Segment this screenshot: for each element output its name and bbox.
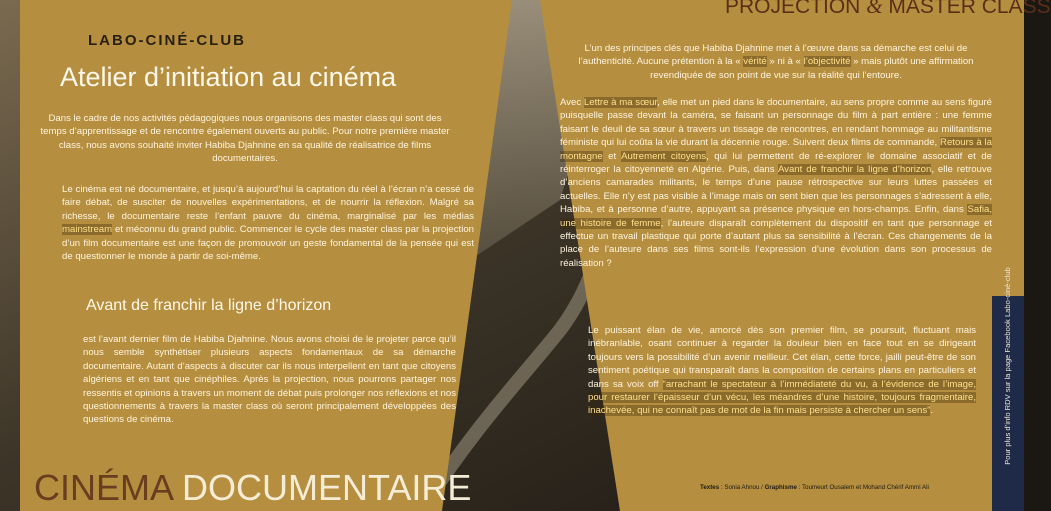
highlight-autrement: Autrement citoyens: [621, 150, 707, 162]
facebook-info: Pour plus d’info RDV sur la page Facebook Labo-ciné-club: [1003, 267, 1012, 465]
page-title: Atelier d’initiation au cinéma: [60, 62, 397, 92]
highlight-mainstream: mainstream: [62, 224, 113, 236]
big-title: [34, 468, 471, 508]
authenticity-paragraph: [560, 42, 992, 82]
highlight-objectivite: l’objectivité: [803, 56, 851, 68]
elan-paragraph: [588, 324, 976, 418]
elan-text-a: Le puissant élan de vie, amorcé dès son premier film, se poursuit, fluctuant mais inébranlable, osant continuer à regarder la douleur bien en face tout en se dirigeant toujours vers la possibilité d’un avenir meilleur. Cet élan, cette force, jailli peut-être de son sentiment poétique qui transparaît dans la composition de certains plans en particuliers et dans sa voix off: [588, 325, 976, 390]
auth-text-a: L’un des principes clés que Habiba Djahnine met à l’œuvre dans sa démarche est celui de l’authenticité. Aucune prétention à la «: [578, 43, 968, 68]
filmo-text-e: , elle retrouve d’anciens camarades militants, le temps d’une pause rétrospective sur leurs luttes passées et actuelles. Elle n’y est pas visible à l’image mais on sent bien que les personnages s’adressent à elle, Habiba, et à personne d’autre, appuyant sa présence physique en hors-champs. Enfin, dans: [560, 164, 992, 216]
title-ampersand: &: [866, 0, 883, 18]
credits: [700, 484, 929, 491]
club-name: LABO-CINÉ-CLUB: [88, 32, 246, 49]
auth-text-c: » mais plutôt une affirmation revendiquée de son point de vue sur la réalité qui l’entoure.: [650, 56, 974, 81]
highlight-retours: Retours à la montagne: [560, 137, 992, 162]
section-title: [725, 0, 1051, 19]
title-projection: PROJECTION: [725, 0, 861, 18]
filmo-text-c: et: [602, 150, 622, 162]
auth-text-b: » ni à «: [766, 56, 804, 68]
filmo-text-b: , elle met un pied dans le documentaire, au sens propre comme au sens figuré puisquelle passe devant la caméra, se faisant un personnage du film à part entière : une femme faisant le deuil de sa sœur à travers un tissage de rencontres, en rendant hommage au militantisme féministe qui lui coûta la vie durant la décennie rouge. Suivent deux films de commande,: [560, 97, 993, 149]
title-master-class: MASTER CLASS: [888, 0, 1051, 18]
credits-value-design: : Toumeurt Ousalem et Mohand Chérif Ammi Ali: [796, 484, 929, 491]
credits-label-texts: Textes: [700, 484, 720, 491]
highlight-lettre: Lettre à ma sœur: [583, 97, 658, 108]
intro-paragraph: [35, 112, 455, 166]
highlight-verite: vérité: [743, 56, 767, 68]
documentary-paragraph: [62, 183, 474, 263]
doc-text-b: et méconnu du grand public. Commencer le cycle des master class par la projection d’un film documentaire est une façon de promouvoir un geste fondamental de la pensée qui est de questionner le monde à partir de soi-même.: [62, 224, 474, 263]
intro-text: Dans le cadre de nos activités pédagogiques nous organisons des master class qui sont des temps d’apprentissage et de rencontre également ouverts au public. Pour notre première master class, nous avons souhaité inviter Habiba Djahnine en sa qualité de réalisatrice de films documentaires.: [40, 113, 450, 165]
highlight-avant: Avant de franchir la ligne d’horizon: [777, 164, 932, 176]
doc-text-a: Le cinéma est né documentaire, et jusqu’à aujourd’hui la captation du réel à l’écran n’a cessé de faire débat, de susciter de nouvelles expérimentations, et de nourrir la réflexion. Malgré sa richesse, le documentaire reste l’enfant pauvre du cinéma, marginalisé par les médias: [62, 184, 474, 222]
film-paragraph: [83, 333, 456, 427]
film-subtitle: Avant de franchir la ligne d’horizon: [86, 297, 332, 314]
highlight-safia: Safia, une histoire de femme: [560, 204, 992, 229]
filmo-text-d: , qui lui permettent de ré-explorer le domaine associatif et de réinterroger la citoyenneté en Algérie. Puis, dans: [560, 150, 992, 176]
highlight-quote: “arrachant le spectateur à l’immédiateté du vu, à l’évidence de l’image, pour restaurer l’épaisseur d’un vécu, les méandres d’une histoire, toujours fragmentaire, inachevée, qui ne connaît pas de mot de la fin mais persiste à chercher un sens”: [588, 378, 976, 417]
filmography-paragraph: [560, 96, 992, 270]
elan-text-b: .: [930, 405, 934, 417]
filmo-text-f: , l’auteure disparaît complètement du dispositif en tant que personnage et effectue un travail plastique qui porte d’autant plus sa sensibilité à l’écran. Ces changements de la place de l’auteure dans ses films sont-ils l’expression d’une évolution dans son processus de réalisation ?: [560, 217, 993, 269]
big-title-cinema: CINÉMA: [34, 467, 173, 508]
credits-value-texts: : Sonia Ahnou /: [719, 484, 765, 491]
big-title-documentaire: DOCUMENTAIRE: [172, 467, 472, 508]
credits-label-design: Graphisme: [764, 484, 797, 491]
filmo-text-a: Avec: [560, 97, 584, 108]
film-text: est l’avant dernier film de Habiba Djahnine. Nous avons choisi de le projeter parce qu’il nous semble synthétiser plusieurs aspects fondamentaux de sa démarche documentaire. Autant d’aspects à discuter car ils nous interpellent en tant que citoyens algériens et en tant que cinéphiles. Après la projection, nous pourrons partager nos ressentis et opinions à travers un moment de débat puis prolonger nos réflexions et nos questionnements à travers la master class où seront principalement développées des questions de cinéma.: [83, 334, 456, 426]
